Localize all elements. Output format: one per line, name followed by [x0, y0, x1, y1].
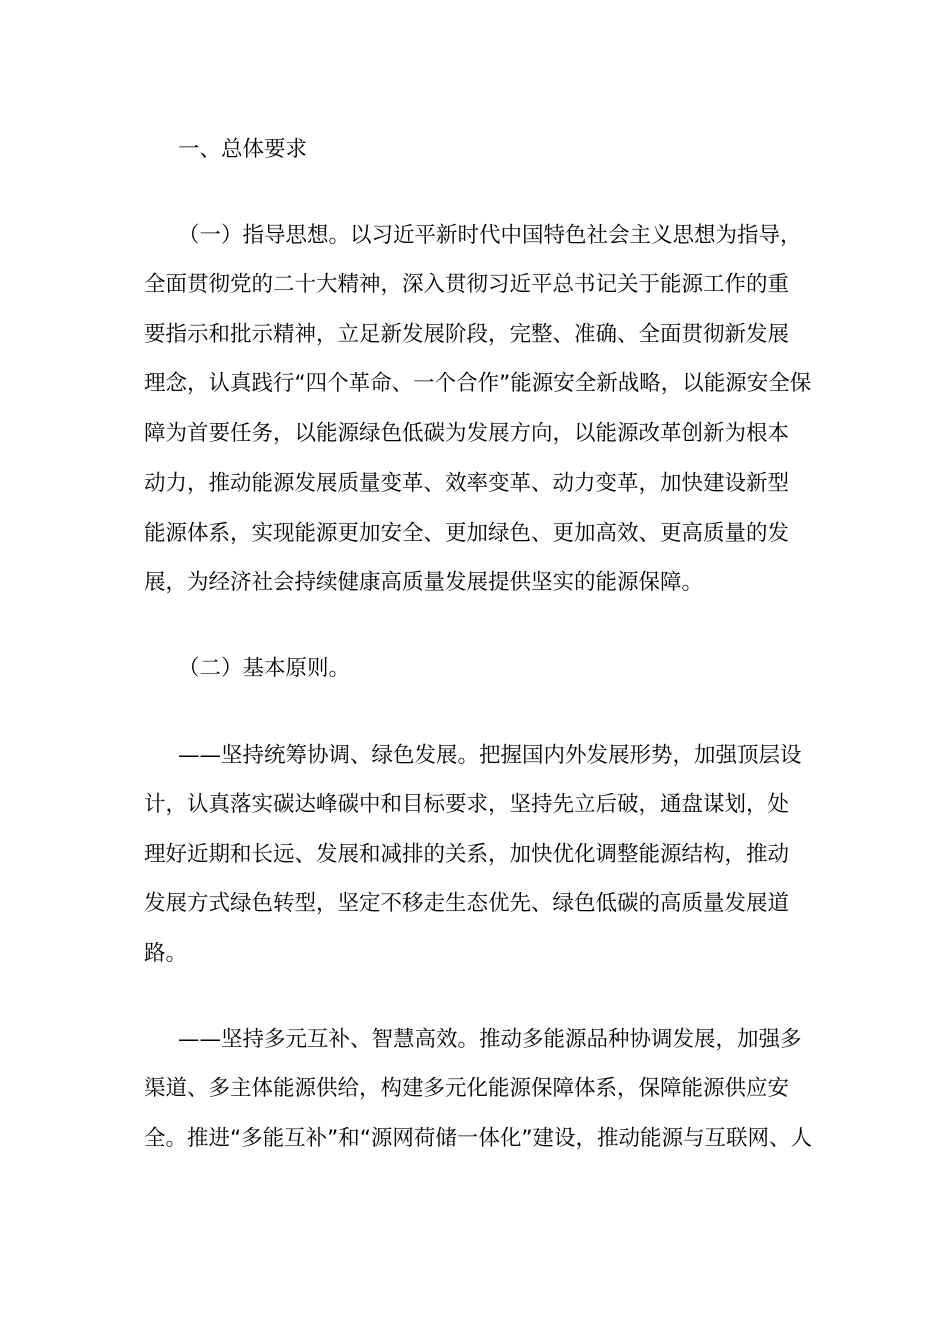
paragraph-line: 路。 [144, 941, 188, 966]
paragraph-line: 全。推进“多能互补”和“源网荷储一体化”建设，推动能源与互联网、人 [144, 1126, 813, 1151]
paragraph-line: 计，认真落实碳达峰碳中和目标要求，坚持先立后破，通盘谋划，处 [144, 792, 790, 817]
paragraph-line: 障为首要任务，以能源绿色低碳为发展方向，以能源改革创新为根本 [144, 421, 790, 446]
paragraph-line: ——坚持多元互补、智慧高效。推动多能源品种协调发展，加强多 [178, 1027, 802, 1052]
paragraph-line: 动力，推动能源发展质量变革、效率变革、动力变革，加快建设新型 [144, 471, 790, 496]
heading-basic-principles: （二）基本原则。 [178, 656, 351, 681]
paragraph-line: 能源体系，实现能源更加安全、更加绿色、更加高效、更高质量的发 [144, 521, 790, 546]
paragraph-line: 渠道、多主体能源供给，构建多元化能源保障体系，保障能源供应安 [144, 1076, 790, 1101]
paragraph-line: 全面贯彻党的二十大精神，深入贯彻习近平总书记关于能源工作的重 [144, 272, 790, 297]
paragraph-line: 展，为经济社会持续健康高质量发展提供坚实的能源保障。 [144, 570, 704, 595]
heading-overall-requirements: 一、总体要求 [178, 137, 308, 162]
paragraph-line: 发展方式绿色转型，坚定不移走生态优先、绿色低碳的高质量发展道 [144, 891, 790, 916]
paragraph-line: （一）指导思想。以习近平新时代中国特色社会主义思想为指导， [178, 223, 802, 248]
paragraph-line: 要指示和批示精神，立足新发展阶段，完整、准确、全面贯彻新发展 [144, 322, 790, 347]
paragraph-line: 理念，认真践行“四个革命、一个合作”能源安全新战略，以能源安全保 [144, 371, 812, 396]
paragraph-line: 理好近期和长远、发展和减排的关系，加快优化调整能源结构，推动 [144, 842, 790, 867]
paragraph-line: ——坚持统筹协调、绿色发展。把握国内外发展形势，加强顶层设 [178, 743, 802, 768]
